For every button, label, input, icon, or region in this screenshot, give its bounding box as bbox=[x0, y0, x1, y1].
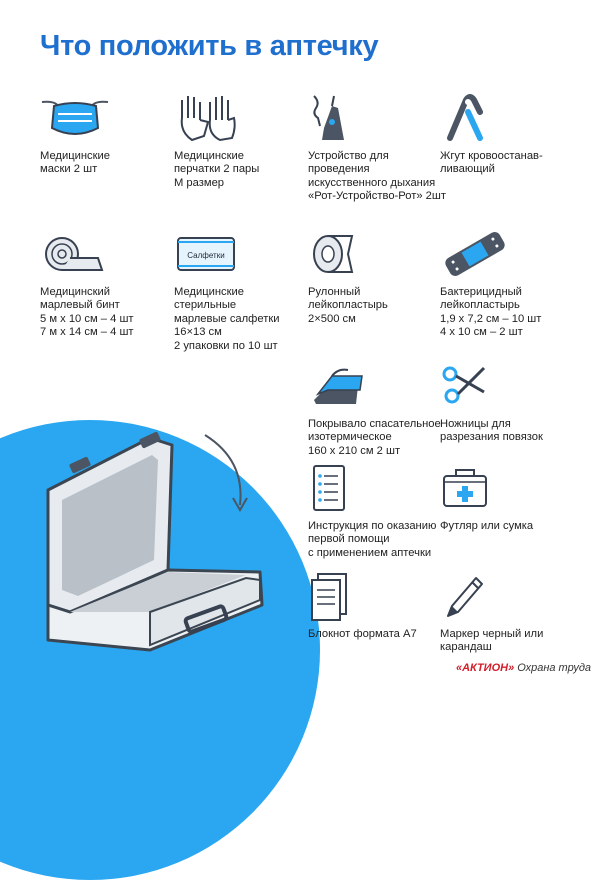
medical-gloves-icon bbox=[174, 92, 244, 144]
item-label: Медицинские стерильные марлевые салфетки 16×13 см 2 упаковки по 10 шт bbox=[174, 286, 280, 352]
item-label: Медицинские перчатки 2 пары М размер bbox=[174, 150, 260, 189]
item-gauze-bandage bbox=[40, 228, 180, 340]
tourniquet-icon bbox=[440, 92, 510, 144]
marker-icon bbox=[440, 570, 510, 622]
plaster-roll-icon bbox=[308, 228, 378, 280]
scissors-icon bbox=[440, 360, 510, 412]
item-label: Медицинские маски 2 шт bbox=[40, 150, 110, 176]
brand-logo bbox=[456, 662, 591, 674]
breathing-device-icon bbox=[308, 92, 378, 144]
notepad-icon bbox=[308, 570, 378, 622]
rescue-blanket-icon bbox=[308, 360, 378, 412]
sterile-wipes-icon bbox=[174, 228, 244, 280]
instruction-icon bbox=[308, 462, 378, 514]
item-breathing-device bbox=[308, 92, 448, 204]
item-label: Медицинский марлевый бинт 5 м х 10 см – 4 шт 7 м х 14 см – 4 шт bbox=[40, 286, 134, 339]
item-label: Футляр или сумка bbox=[440, 520, 534, 532]
item-label: Бактерицидный лейкопластырь 1,9 х 7,2 см – 10 шт 4 х 10 см – 2 шт bbox=[440, 286, 542, 339]
item-label: Ножницы для разрезания повязок bbox=[440, 418, 543, 444]
item-label: Инструкция по оказанию первой помощи с применением аптечки bbox=[308, 520, 437, 559]
item-scissors bbox=[440, 360, 580, 445]
item-bactericidal-plaster bbox=[440, 228, 580, 340]
item-label: Устройство для проведения искусственного дыхания «Рот-Устройство-Рот» 2шт bbox=[308, 150, 446, 203]
item-notepad bbox=[308, 570, 448, 641]
item-rescue-blanket bbox=[308, 360, 448, 458]
open-first-aid-suitcase-illustration bbox=[0, 400, 300, 660]
item-marker bbox=[440, 570, 580, 655]
item-label: Покрывало спасательное изотермическое 160 х 210 см 2 шт bbox=[308, 418, 441, 457]
item-medical-masks bbox=[40, 92, 180, 177]
bactericidal-plaster-icon bbox=[440, 228, 510, 280]
brand-name: Охрана труда bbox=[517, 662, 592, 674]
item-tourniquet bbox=[440, 92, 580, 177]
item-medical-gloves bbox=[174, 92, 314, 190]
medical-mask-icon bbox=[40, 92, 110, 144]
item-first-aid-case bbox=[440, 462, 580, 533]
page-title: Что положить в аптечку bbox=[40, 30, 379, 62]
item-label: Блокнот формата А7 bbox=[308, 628, 417, 640]
item-sterile-wipes bbox=[174, 228, 314, 353]
first-aid-case-icon bbox=[440, 462, 510, 514]
item-label: Жгут кровоостанав- ливающий bbox=[440, 150, 543, 176]
wipes-pack-text: Салфетки bbox=[187, 251, 225, 260]
gauze-bandage-icon bbox=[40, 228, 110, 280]
item-instruction bbox=[308, 462, 448, 560]
item-label: Рулонный лейкопластырь 2×500 см bbox=[308, 286, 388, 325]
item-plaster-roll bbox=[308, 228, 448, 326]
item-label: Маркер черный или карандаш bbox=[440, 628, 544, 654]
brand-logo-mark: «АКТИОН» bbox=[456, 662, 515, 674]
